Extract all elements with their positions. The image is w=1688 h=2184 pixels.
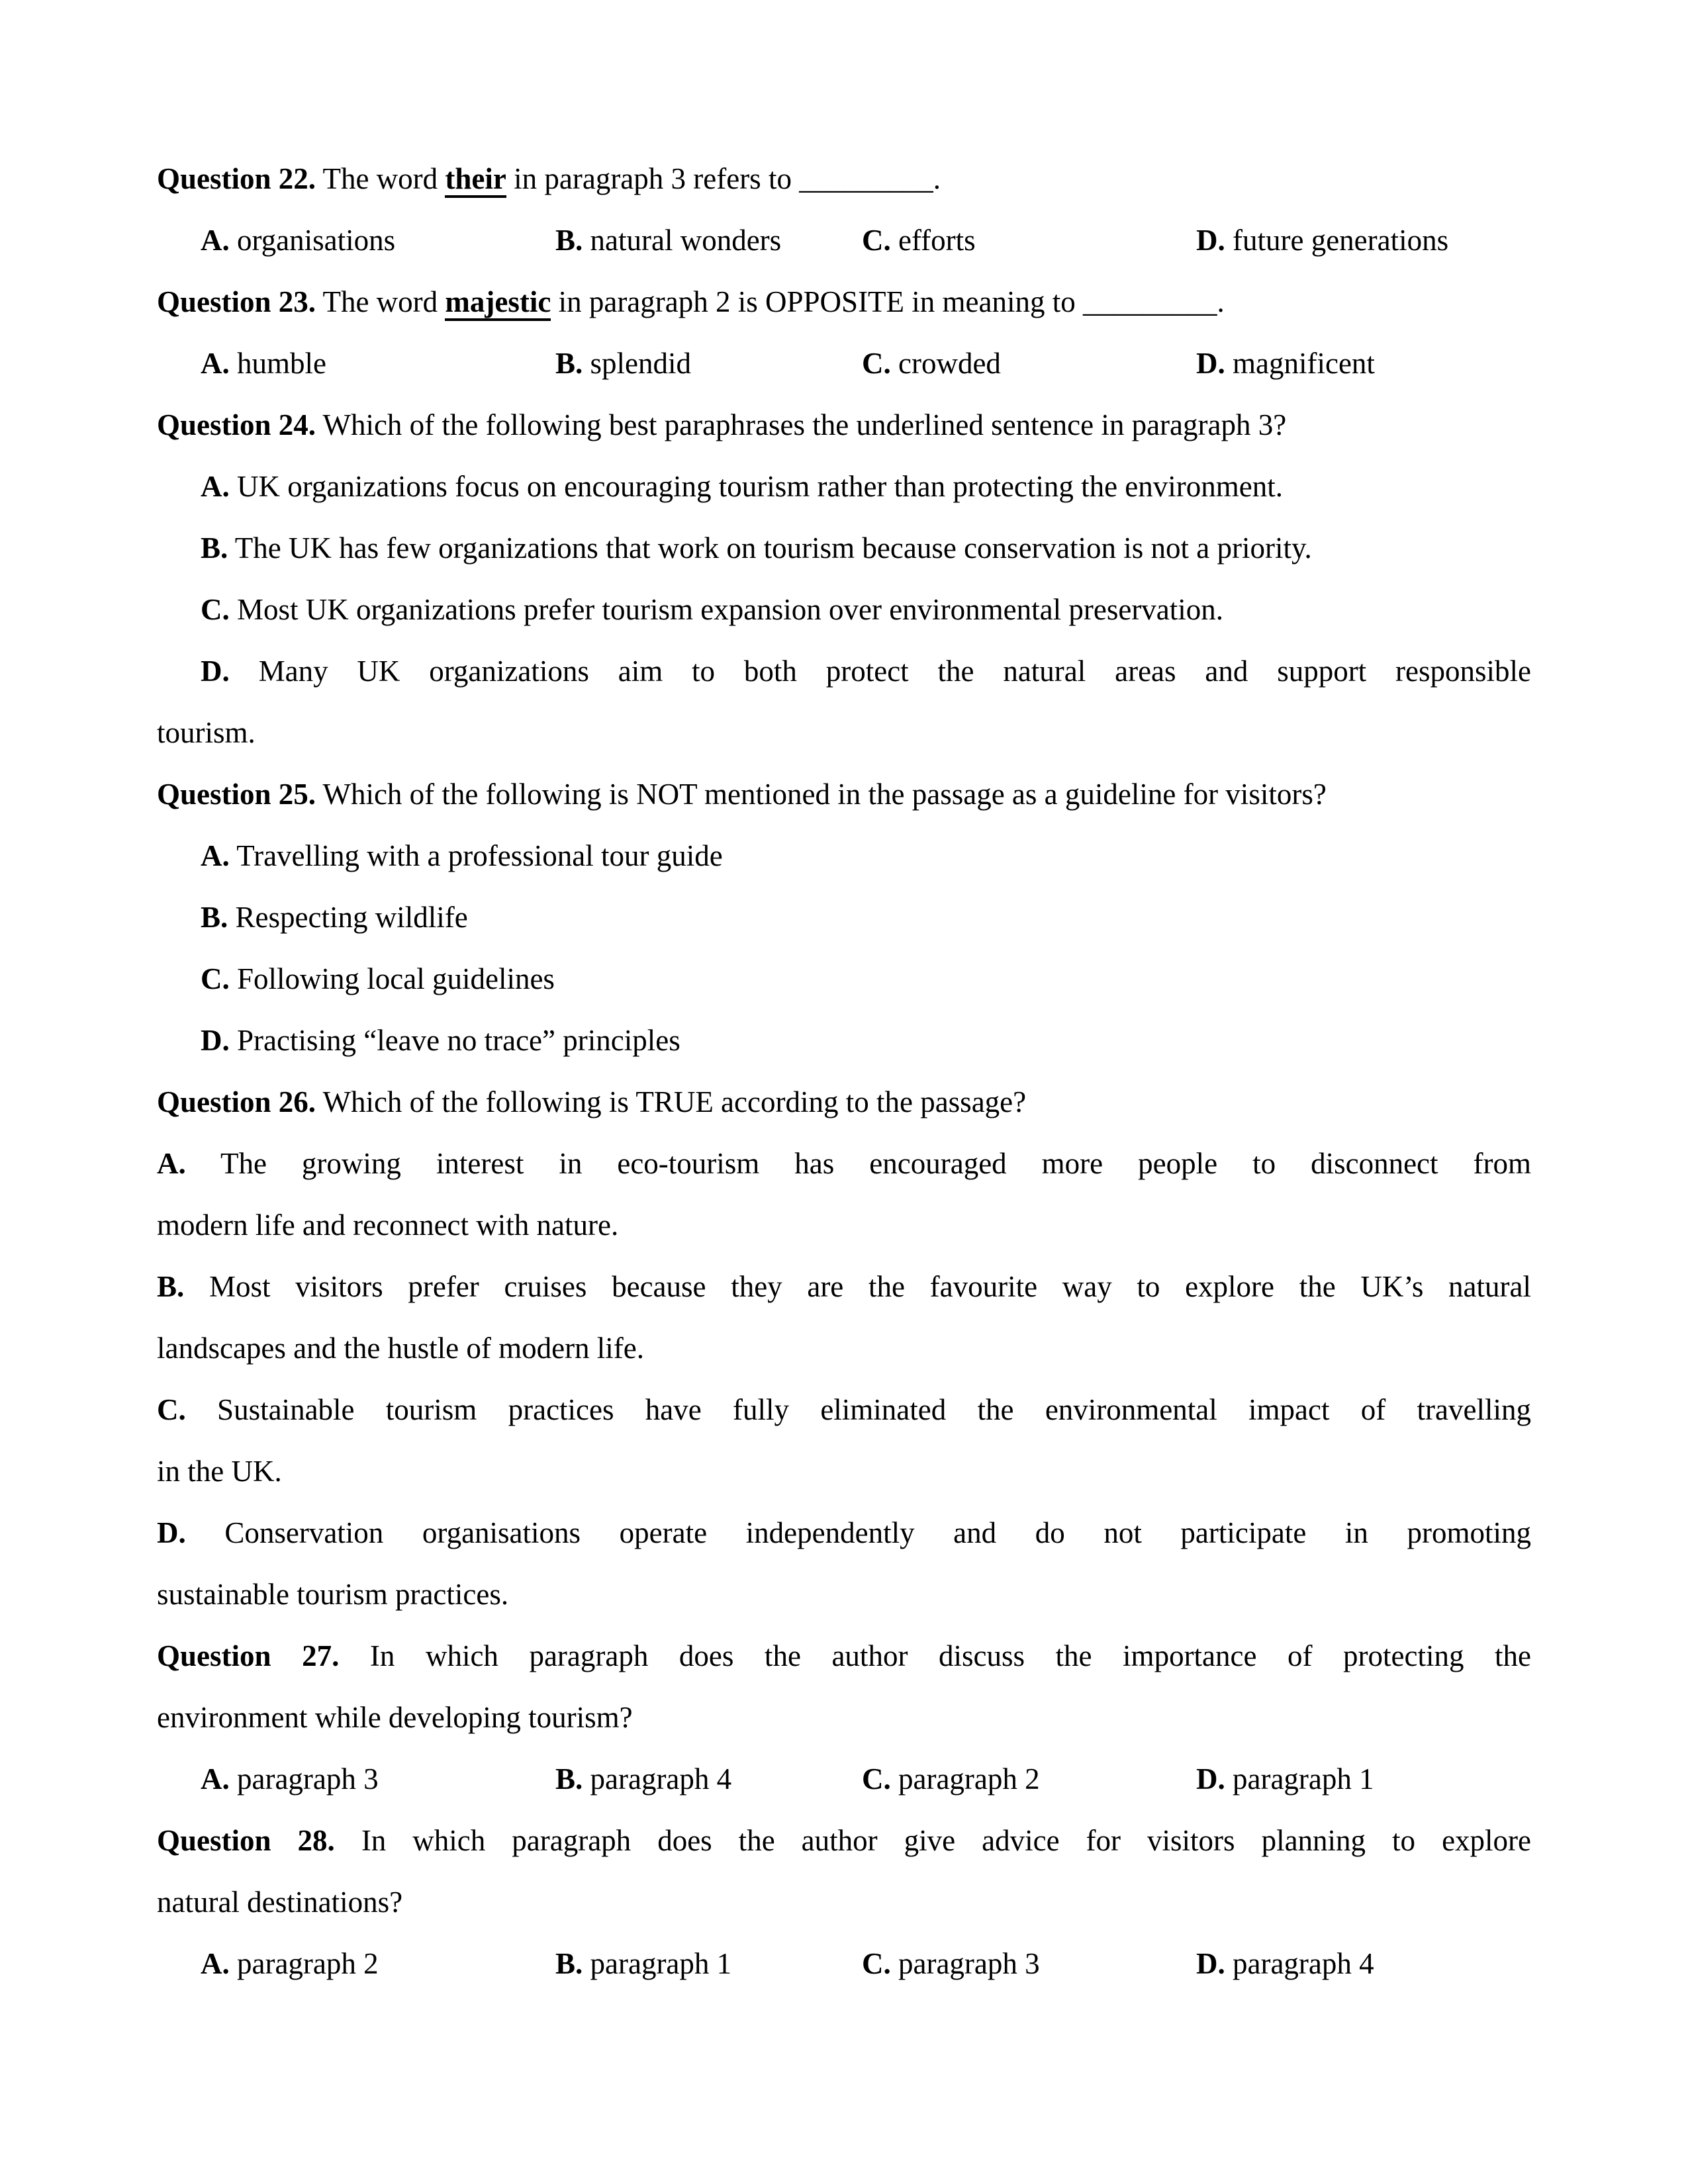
question-24-stem-text: Which of the following best paraphrases the underlined sentence in paragraph 3?	[322, 408, 1287, 441]
question-23-stem-post: in paragraph 2 is OPPOSITE in meaning to	[558, 285, 1076, 318]
question-28-option-a	[201, 1933, 379, 1995]
option-letter: B.	[555, 224, 583, 257]
question-28-option-b	[555, 1933, 731, 1995]
question-23-option-b	[555, 333, 691, 394]
question-26-option-b-line-2	[157, 1318, 1531, 1379]
question-23-options-row	[157, 333, 1531, 394]
option-text: humble	[237, 347, 326, 380]
question-25-option-c	[157, 948, 1531, 1010]
question-27-stem-line-1	[157, 1625, 1531, 1687]
option-text: Following local guidelines	[237, 962, 555, 995]
option-letter: C.	[862, 1762, 891, 1796]
question-27-option-d	[1196, 1749, 1374, 1810]
question-27-stem-line-2	[157, 1687, 1531, 1749]
option-letter: D.	[1196, 1762, 1225, 1796]
option-text: paragraph 2	[237, 1947, 379, 1980]
question-24	[157, 394, 1531, 764]
question-26-option-a-line-1	[157, 1133, 1531, 1195]
question-23-underlined-keyword: majestic	[445, 285, 551, 321]
question-22-option-a	[201, 210, 395, 271]
question-23-number-label: Question 23.	[157, 285, 316, 318]
question-22-option-b	[555, 210, 781, 271]
question-23-stem-period: .	[1217, 285, 1225, 318]
question-26-stem-text: Which of the following is TRUE according to the passage?	[322, 1085, 1027, 1118]
question-23-option-c	[862, 333, 1001, 394]
option-letter: D.	[201, 655, 230, 688]
question-26-number-label: Question 26.	[157, 1085, 316, 1118]
question-23-option-a	[201, 333, 326, 394]
option-letter: D.	[1196, 224, 1225, 257]
question-23-answer-blank: _________	[1083, 285, 1217, 318]
question-22-stem	[157, 148, 1531, 210]
option-text: Travelling with a professional tour guide	[236, 839, 723, 872]
option-letter: B.	[555, 1762, 583, 1796]
question-26-option-c-line-1	[157, 1379, 1531, 1441]
question-25-stem	[157, 764, 1531, 825]
option-letter: A.	[201, 839, 230, 872]
question-28-number-label: Question 28.	[157, 1824, 335, 1857]
option-text: natural wonders	[590, 224, 782, 257]
question-22-underlined-keyword: their	[445, 162, 506, 198]
option-text: Many UK organizations aim to both protect the natural areas and support responsible	[258, 655, 1531, 688]
option-text: tourism.	[157, 716, 256, 749]
question-26-option-d	[157, 1502, 1531, 1625]
option-letter: D.	[1196, 1947, 1225, 1980]
question-28-stem-text: In which paragraph does the author give advice for visitors planning to explore	[361, 1824, 1532, 1857]
option-letter: C.	[201, 962, 230, 995]
question-28-options-row	[157, 1933, 1531, 1995]
question-22-option-d	[1196, 210, 1448, 271]
question-28	[157, 1810, 1531, 1995]
option-text: Respecting wildlife	[235, 901, 468, 934]
question-26-option-c	[157, 1379, 1531, 1502]
option-text: future generations	[1233, 224, 1449, 257]
option-letter: A.	[157, 1147, 186, 1180]
option-letter: A.	[201, 1947, 230, 1980]
option-letter: A.	[201, 224, 230, 257]
question-27-option-a	[201, 1749, 379, 1810]
option-text: paragraph 3	[237, 1762, 379, 1796]
question-26-stem	[157, 1071, 1531, 1133]
question-23-option-d	[1196, 333, 1375, 394]
question-24-number-label: Question 24.	[157, 408, 316, 441]
option-letter: C.	[862, 224, 891, 257]
question-28-option-d	[1196, 1933, 1374, 1995]
question-25-stem-text: Which of the following is NOT mentioned in the passage as a guideline for visitors?	[322, 778, 1327, 811]
question-23	[157, 271, 1531, 394]
question-27-option-b	[555, 1749, 731, 1810]
question-28-stem-text: natural destinations?	[157, 1886, 403, 1919]
question-22-options-row	[157, 210, 1531, 271]
question-22-answer-blank: _________	[799, 162, 933, 195]
option-text: paragraph 3	[898, 1947, 1040, 1980]
option-text: sustainable tourism practices.	[157, 1578, 509, 1611]
option-text: paragraph 2	[898, 1762, 1040, 1796]
option-text: in the UK.	[157, 1455, 282, 1488]
question-27-stem-text: In which paragraph does the author discuss the importance of protecting the	[369, 1639, 1532, 1672]
option-text: paragraph 4	[590, 1762, 732, 1796]
option-letter: C.	[862, 1947, 891, 1980]
option-letter: D.	[201, 1024, 230, 1057]
option-text: The UK has few organizations that work on tourism because conservation is not a priority.	[234, 531, 1312, 565]
option-letter: C.	[201, 593, 230, 626]
option-text: organisations	[237, 224, 396, 257]
question-26-option-b-line-1	[157, 1256, 1531, 1318]
question-24-option-d	[157, 641, 1531, 764]
question-27-stem-text: environment while developing tourism?	[157, 1701, 633, 1734]
question-24-option-d-line-2	[157, 702, 1531, 764]
question-28-option-c	[862, 1933, 1040, 1995]
question-24-option-a	[157, 456, 1531, 518]
question-28-stem-line-2	[157, 1872, 1531, 1933]
option-letter: B.	[201, 901, 228, 934]
option-text: crowded	[898, 347, 1001, 380]
question-27-number-label: Question 27.	[157, 1639, 340, 1672]
option-text: Most UK organizations prefer tourism expansion over environmental preservation.	[237, 593, 1224, 626]
question-26-option-c-line-2	[157, 1441, 1531, 1502]
option-letter: D.	[157, 1516, 186, 1549]
option-letter: B.	[555, 1947, 583, 1980]
question-27-options-row	[157, 1749, 1531, 1810]
option-letter: B.	[201, 531, 228, 565]
option-letter: A.	[201, 347, 230, 380]
option-letter: B.	[157, 1270, 185, 1303]
question-25-option-b	[157, 887, 1531, 948]
question-27	[157, 1625, 1531, 1810]
option-text: splendid	[590, 347, 692, 380]
question-26	[157, 1071, 1531, 1625]
question-25-number-label: Question 25.	[157, 778, 316, 811]
question-22	[157, 148, 1531, 271]
question-24-option-b	[157, 518, 1531, 579]
question-28-stem-line-1	[157, 1810, 1531, 1872]
option-text: Practising “leave no trace” principles	[237, 1024, 680, 1057]
option-letter: B.	[555, 347, 583, 380]
question-26-option-b	[157, 1256, 1531, 1379]
option-text: landscapes and the hustle of modern life.	[157, 1332, 645, 1365]
option-letter: A.	[201, 1762, 230, 1796]
question-26-option-a	[157, 1133, 1531, 1256]
question-26-option-d-line-1	[157, 1502, 1531, 1564]
option-text: The growing interest in eco-tourism has encouraged more people to disconnect from	[220, 1147, 1532, 1180]
option-text: paragraph 1	[1233, 1762, 1374, 1796]
option-letter: C.	[862, 347, 891, 380]
question-22-stem-post: in paragraph 3 refers to	[514, 162, 792, 195]
option-text: efforts	[898, 224, 976, 257]
question-22-stem-pre: The word	[322, 162, 438, 195]
question-22-number-label: Question 22.	[157, 162, 316, 195]
option-text: Sustainable tourism practices have fully eliminated the environmental impact of travelling	[217, 1393, 1531, 1426]
option-text: paragraph 1	[590, 1947, 732, 1980]
option-text: magnificent	[1233, 347, 1375, 380]
question-26-option-a-line-2	[157, 1195, 1531, 1256]
question-25-option-a	[157, 825, 1531, 887]
option-letter: D.	[1196, 347, 1225, 380]
option-text: modern life and reconnect with nature.	[157, 1208, 619, 1242]
option-text: UK organizations focus on encouraging tourism rather than protecting the environment.	[237, 470, 1283, 503]
option-text: paragraph 4	[1233, 1947, 1374, 1980]
option-text: Most visitors prefer cruises because they are the favourite way to explore the UK’s natural	[209, 1270, 1531, 1303]
document-content	[157, 148, 1531, 1995]
option-letter: C.	[157, 1393, 186, 1426]
question-27-option-c	[862, 1749, 1040, 1810]
question-24-option-d-line-1	[157, 641, 1531, 702]
question-23-stem-pre: The word	[322, 285, 438, 318]
question-23-stem	[157, 271, 1531, 333]
question-24-option-c	[157, 579, 1531, 641]
question-22-stem-period: .	[933, 162, 941, 195]
question-25	[157, 764, 1531, 1071]
question-22-option-c	[862, 210, 976, 271]
option-text: Conservation organisations operate independently and do not participate in promoting	[224, 1516, 1531, 1549]
question-24-stem	[157, 394, 1531, 456]
question-25-option-d	[157, 1010, 1531, 1071]
question-26-option-d-line-2	[157, 1564, 1531, 1625]
option-letter: A.	[201, 470, 230, 503]
